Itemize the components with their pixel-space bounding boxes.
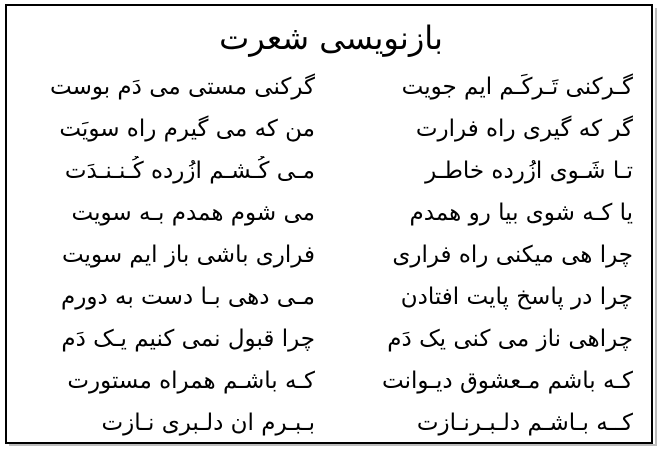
verse-second-hemistich: بـبـرم ان دلـبری نـازت [101,410,315,436]
poem-frame [5,4,653,444]
verse [25,150,633,192]
verse [25,192,633,234]
verse-first-hemistich: گر که گیری راه فرارت [415,116,633,142]
verse-first-hemistich: چرا در پاسخ پایت افتادن [400,284,633,310]
verse-second-hemistich: چرا قبول نمی کنیم یـک دَم [61,326,315,352]
poem-body [25,66,633,444]
verse-first-hemistich: تـا شَـوی ازُرده خاطـر [425,158,633,184]
verse-first-hemistich: کـه باشم مـعشوق دیـوانت [382,368,633,394]
verse [25,402,633,444]
verse [25,66,633,108]
verse-first-hemistich: یا کـه شوی بیا رو همدم [409,200,633,226]
poem-title: بازنویسی شعرت [219,19,443,57]
verse [25,108,633,150]
verse-second-hemistich: مـی دهی بـا دست به دورم [61,284,315,310]
frame-shadow-right [655,8,657,446]
verse [25,234,633,276]
verse-second-hemistich: می شوم همدم بـه سویت [71,200,315,226]
verse-second-hemistich: مـی کُـشـم ازُرده کُـنـنـدَت [64,158,315,184]
verse [25,360,633,402]
verse-first-hemistich: چرا هی میکنی راه فراری [392,242,633,268]
verse [25,318,633,360]
verse [25,276,633,318]
verse-second-hemistich: فراری باشی باز ایم سویت [61,242,315,268]
verse-second-hemistich: کـه باشـم همراه مستورت [67,368,315,394]
verse-second-hemistich: من که می گیرم راه سویَت [59,116,315,142]
verse-first-hemistich: گـرکنی تَـرکَـم ایم جویت [401,74,633,100]
verse-second-hemistich: گرکنی مستی می دَم بوست [49,74,315,100]
verse-first-hemistich: چراهی ناز می کنی یک دَم [387,326,633,352]
verse-first-hemistich: کــه بـاشـم دلـبـرنـازت [416,410,633,436]
frame-shadow-bottom [9,444,656,446]
